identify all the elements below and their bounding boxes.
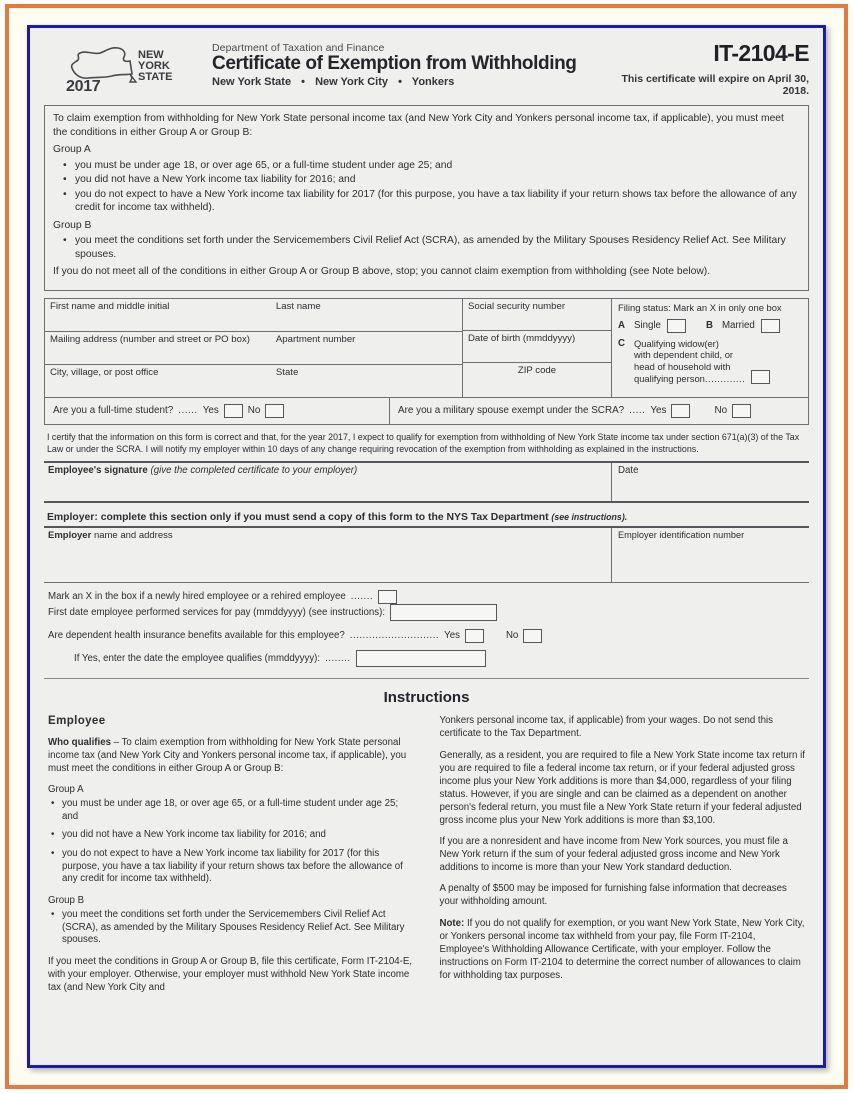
inner-blue-border bbox=[27, 25, 826, 1068]
group-a-item-2 bbox=[75, 173, 800, 186]
jurisdiction-state: New York State bbox=[212, 76, 292, 88]
instr-right-para-3: If you are a nonresident and have income from New York sources, you must file a New York return if the sum of your federal adjusted gross income and New York additions to income is more than your New York standard deduction. bbox=[439, 836, 788, 874]
filing-status-ab-row bbox=[618, 319, 802, 333]
filing-status-c-line4: qualifying person bbox=[634, 372, 705, 384]
state-label: State bbox=[275, 366, 299, 378]
taxpayer-identity-section bbox=[44, 298, 809, 398]
apartment-number-field[interactable] bbox=[271, 332, 462, 364]
zip-code-field[interactable] bbox=[463, 363, 611, 395]
filing-status-a-label: Single bbox=[634, 320, 661, 332]
instr-group-b-heading: Group B bbox=[48, 894, 85, 906]
city-row bbox=[45, 365, 462, 397]
fulltime-student-no-label: No bbox=[247, 405, 261, 417]
ssn-field[interactable] bbox=[463, 299, 611, 331]
filing-status-a-checkbox[interactable] bbox=[667, 319, 686, 333]
instr-group-a-item-1-text: you must be under age 18, or over age 65, or a full-time student under age 25; and bbox=[62, 798, 399, 822]
employee-section-heading: Employee bbox=[48, 715, 106, 728]
expiration-notice: This certificate will expire on April 30, 2018. bbox=[621, 73, 809, 97]
filing-status-b-checkbox[interactable] bbox=[761, 319, 780, 333]
newhire-dots: ....... bbox=[350, 591, 374, 603]
certification-statement: I certify that the information on this form is correct and that, for the year 2017, I expect to qualify for exemption from withholding of New York State income tax under section 671(a)(3) of the Tax Law or under the SCRA. I will notify my employer within 10 days of any change requiring revocation of the exemption from withholding as explained in the instructions. bbox=[47, 431, 800, 454]
instr-right-note bbox=[440, 917, 806, 982]
instr-left-closing: If you meet the conditions in Group A or Group B, file this certificate, Form IT-2104-E, with your employer. Otherwise, your employer must withhold New York State income tax (and New York City and bbox=[48, 955, 412, 993]
employer-section-heading bbox=[44, 503, 809, 526]
fulltime-student-question bbox=[45, 398, 390, 424]
bullet-separator-2: • bbox=[398, 76, 402, 88]
apartment-number-label: Apartment number bbox=[275, 333, 356, 345]
military-spouse-label: Are you a military spouse exempt under the SCRA? bbox=[398, 405, 625, 417]
jurisdiction-list bbox=[212, 76, 594, 88]
signature-bar bbox=[44, 461, 809, 503]
logo-year: 2017 bbox=[66, 78, 101, 95]
employer-questions bbox=[44, 583, 809, 669]
group-a-item-3-text: you do not expect to have a New York income tax liability for 2017 (for this purpose, you have a tax liability if your return shows tax before the allowance of any credit for income tax withheld). bbox=[75, 188, 797, 214]
instr-group-a-item-2-text: you did not have a New York income tax liability for 2016; and bbox=[62, 829, 326, 841]
logo-text-state: STATE bbox=[138, 71, 173, 83]
fulltime-student-no-checkbox[interactable] bbox=[265, 404, 284, 418]
group-b-item-1 bbox=[75, 234, 800, 261]
employer-ein-field[interactable] bbox=[612, 528, 809, 582]
first-name-label: First name and middle initial bbox=[50, 300, 170, 312]
employee-signature-field[interactable] bbox=[44, 463, 612, 501]
group-a-item-3 bbox=[75, 188, 800, 215]
bullet-separator-1: • bbox=[301, 76, 305, 88]
filing-status-c-dots: ............. bbox=[704, 372, 746, 384]
dependent-benefits-yes-checkbox[interactable] bbox=[465, 629, 484, 643]
dependent-benefits-label: Are dependent health insurance benefits available for this employee? bbox=[48, 630, 345, 642]
filing-status-c-row bbox=[618, 338, 802, 385]
who-qualifies-bold: Who qualifies bbox=[48, 736, 111, 748]
filing-status-b-label: Married bbox=[721, 320, 755, 332]
group-a-heading: Group A bbox=[53, 144, 91, 156]
state-field[interactable] bbox=[271, 365, 462, 397]
zip-code-label: ZIP code bbox=[517, 364, 557, 376]
instr-right-para-1: Yonkers personal income tax, if applicable) from your wages. Do not send this certificate to the Tax Department. bbox=[439, 715, 773, 740]
page-title: Certificate of Exemption from Withholding bbox=[212, 53, 577, 74]
tax-form-document bbox=[30, 28, 823, 1065]
conditions-intro: To claim exemption from withholding for New York State personal income tax (and New York City and Yonkers personal income tax, if applicable), you must meet the conditions in either Group A or Group B: bbox=[53, 113, 784, 138]
filing-status-c-line3: head of household with bbox=[634, 361, 731, 373]
logo-text-york: YORK bbox=[138, 60, 170, 72]
name-row bbox=[45, 299, 462, 332]
conditions-closing: If you do not meet all of the conditions in either Group A or Group B above, stop; you cannot claim exemption from withholding (see Note below). bbox=[53, 266, 711, 277]
instr-group-a-item-1 bbox=[62, 798, 414, 823]
filing-status-c-line2: with dependent child, or bbox=[634, 349, 734, 361]
jurisdiction-yonkers: Yonkers bbox=[411, 76, 455, 88]
filing-status-c-letter: C bbox=[618, 337, 625, 349]
address-row bbox=[45, 332, 462, 365]
filing-status-heading bbox=[618, 302, 802, 313]
eligibility-conditions-box bbox=[44, 105, 809, 291]
group-a-item-1 bbox=[75, 159, 800, 172]
filing-status-a-letter: A bbox=[618, 320, 625, 332]
filing-status-c-checkbox[interactable] bbox=[751, 370, 770, 384]
employee-signature-label: Employee's signature bbox=[48, 465, 148, 477]
employer-heading-italic: (see instructions). bbox=[551, 512, 628, 523]
fulltime-student-dots: ...... bbox=[178, 405, 198, 417]
instructions-left-column bbox=[48, 714, 414, 1002]
instr-right-para-2: Generally, as a resident, you are required to file a New York State income tax return if you are required to file a federal income tax return, or if your federal adjusted gross income plus your New York additions is more than $4,000, regardless of your filing status. However, if you are single and can be claimed as a dependent on another person's federal return, you must file a New York State return if your federal adjusted gross income plus your New York additions is more than $3,100. bbox=[439, 749, 805, 826]
instructions-title: Instructions bbox=[383, 689, 470, 707]
employer-name-label-rest: name and address bbox=[93, 530, 173, 542]
employer-info-box bbox=[44, 526, 809, 583]
fulltime-student-yes-label: Yes bbox=[202, 405, 219, 417]
nys-logo bbox=[44, 38, 212, 95]
eligibility-questions-row bbox=[44, 398, 809, 425]
military-spouse-no-checkbox[interactable] bbox=[732, 404, 751, 418]
dependent-benefits-row bbox=[48, 628, 805, 643]
group-b-heading: Group B bbox=[53, 219, 92, 231]
group-b-list bbox=[53, 234, 800, 261]
outer-orange-border bbox=[5, 4, 848, 1089]
qualifies-date-label: If Yes, enter the date the employee qualifies (mmddyyyy): bbox=[74, 653, 321, 665]
instr-group-a-list bbox=[48, 798, 414, 886]
instr-group-b-list bbox=[48, 909, 414, 947]
mailing-address-field[interactable] bbox=[45, 332, 271, 364]
instr-group-a-item-3-text: you do not expect to have a New York income tax liability for 2017 (for this purpose, you have a tax liability if your return shows tax before the allowance of any credit for income tax withheld). bbox=[62, 848, 403, 885]
filing-status-c-label bbox=[634, 338, 745, 385]
logo-text-new: NEW bbox=[138, 49, 164, 61]
city-field[interactable] bbox=[45, 365, 271, 397]
employer-name-label-bold: Employer bbox=[48, 530, 92, 542]
department-name: Department of Taxation and Finance bbox=[212, 42, 385, 54]
filing-status-b-letter: B bbox=[705, 320, 713, 332]
instr-group-b-item-1-text: you meet the conditions set forth under the Servicemembers Civil Relief Act (SCRA), as amended by the Military Spouses Residency Relief Act. See Military spouses. bbox=[62, 908, 405, 946]
first-date-row bbox=[48, 604, 805, 621]
newhire-question-row bbox=[48, 589, 805, 604]
identity-left-column bbox=[45, 299, 462, 397]
military-spouse-dots: ..... bbox=[629, 405, 646, 417]
who-qualifies-text: – To claim exemption from withholding for New York State personal income tax (and New York City and Yonkers personal income tax, if applicable), you must meet the conditions in either Group A or Group B: bbox=[48, 736, 407, 775]
note-text: If you do not qualify for exemption, or you want New York State, New York City, or Yonkers personal income tax withheld from your pay, file Form IT-2104, Employee's Withholding Allowance Certificate, with your employer. Follow the instructions on Form IT-2104 to determine the correct number of allowances to claim for withholding tax purposes. bbox=[439, 917, 805, 981]
dependent-benefits-dots: ............................ bbox=[349, 630, 440, 642]
qualifies-date-row bbox=[48, 650, 805, 667]
instr-right-para-4: A penalty of $500 may be imposed for furnishing false information that decreases your withholding amount. bbox=[439, 883, 787, 908]
instructions-right-column bbox=[440, 714, 806, 1002]
signature-date-field[interactable] bbox=[612, 463, 809, 501]
filing-status-section bbox=[612, 299, 808, 397]
note-bold-label: Note: bbox=[439, 917, 465, 929]
instr-group-a-item-3 bbox=[62, 848, 414, 886]
date-of-birth-field[interactable] bbox=[463, 331, 611, 363]
date-of-birth-label: Date of birth (mmddyyyy) bbox=[468, 332, 576, 344]
first-date-input[interactable] bbox=[390, 604, 497, 621]
city-label: City, village, or post office bbox=[50, 366, 159, 378]
dependent-benefits-no-checkbox[interactable] bbox=[523, 629, 542, 643]
first-name-field[interactable] bbox=[45, 299, 271, 331]
employer-heading-bold: Employer: complete this section only if you must send a copy of this form to the NYS Tax Department bbox=[47, 512, 549, 524]
employer-ein-label: Employer identification number bbox=[618, 530, 745, 541]
mailing-address-label: Mailing address (number and street or PO box) bbox=[50, 333, 250, 345]
qualifies-date-dots: ........ bbox=[325, 653, 351, 665]
ssn-label: Social security number bbox=[468, 300, 566, 312]
filing-status-heading-text: Filing status: Mark an X in only one box bbox=[618, 301, 782, 313]
who-qualifies-paragraph bbox=[48, 736, 414, 775]
group-a-list bbox=[53, 159, 800, 215]
last-name-label: Last name bbox=[275, 300, 321, 312]
military-spouse-no-label: No bbox=[714, 405, 728, 417]
filing-status-c-line1: Qualifying widow(er) bbox=[634, 337, 719, 349]
fulltime-student-yes-checkbox[interactable] bbox=[224, 404, 243, 418]
form-header bbox=[44, 38, 809, 100]
employee-signature-hint: (give the completed certificate to your employer) bbox=[150, 465, 358, 477]
jurisdiction-city: New York City bbox=[315, 76, 389, 88]
signature-date-label: Date bbox=[618, 465, 639, 477]
dependent-benefits-no-label: No bbox=[505, 630, 519, 642]
military-spouse-question bbox=[390, 398, 808, 424]
newhire-label: Mark an X in the box if a newly hired employee or a rehired employee bbox=[48, 591, 346, 603]
form-number: IT-2104-E bbox=[713, 40, 809, 66]
military-spouse-yes-label: Yes bbox=[650, 405, 667, 417]
fulltime-student-label: Are you a full-time student? bbox=[53, 405, 174, 417]
military-spouse-yes-checkbox[interactable] bbox=[671, 404, 690, 418]
instr-group-a-heading: Group A bbox=[48, 784, 84, 796]
group-a-item-2-text: you did not have a New York income tax liability for 2016; and bbox=[75, 174, 356, 186]
group-a-item-1-text: you must be under age 18, or over age 65, or a full-time student under age 25; and bbox=[75, 160, 453, 172]
newhire-checkbox[interactable] bbox=[378, 590, 397, 604]
instr-group-b-item-1 bbox=[62, 909, 414, 947]
instructions-columns bbox=[44, 714, 809, 1010]
last-name-field[interactable] bbox=[271, 299, 462, 331]
group-b-item-1-text: you meet the conditions set forth under the Servicemembers Civil Relief Act (SCRA), as amended by the Military Spouses Residency Relief Act. See Military spouses. bbox=[75, 235, 786, 260]
first-date-label: First date employee performed services for pay (mmddyyyy) (see instructions): bbox=[48, 607, 386, 619]
employer-name-address-field[interactable] bbox=[44, 528, 612, 582]
dependent-benefits-yes-label: Yes bbox=[444, 630, 460, 642]
instr-group-a-item-2 bbox=[62, 829, 414, 842]
qualifies-date-input[interactable] bbox=[356, 650, 486, 667]
identity-middle-column bbox=[462, 299, 612, 397]
